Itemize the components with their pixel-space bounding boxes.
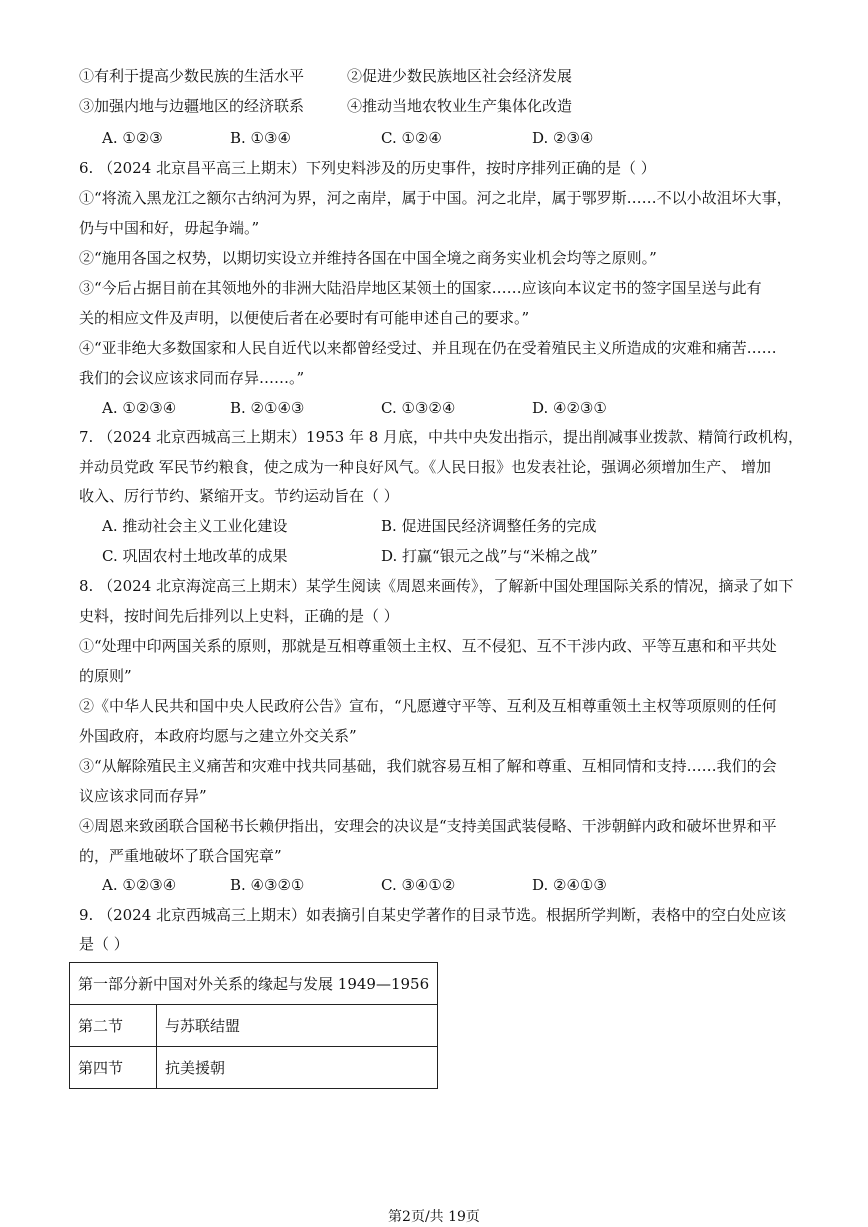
choice-a[interactable]: A. ①②③④: [102, 876, 177, 894]
choice-a[interactable]: A. ①②③④: [102, 399, 177, 417]
page-footer: 第2页/共 19页: [388, 1209, 480, 1225]
q8-material-2-line-2: 外国政府，本政府均愿与之建立外交关系”: [79, 727, 357, 745]
table-cell-section: 第四节: [70, 1047, 157, 1089]
choice-d[interactable]: D. ②③④: [532, 129, 594, 147]
choice-c[interactable]: C. ③④①②: [381, 876, 456, 894]
table-header-cell: 第一部分新中国对外关系的缘起与发展 1949—1956: [70, 963, 438, 1005]
q8-stem-line-2: 史料，按时间先后排列以上史料，正确的是（ ）: [79, 607, 399, 625]
q7-stem-line-3: 收入、厉行节约、紧缩开支。节约运动旨在（ ）: [79, 487, 399, 505]
choice-d[interactable]: D. 打赢“银元之战”与“米棉之战”: [381, 547, 598, 565]
q8-material-4-line-2: 的，严重地破坏了联合国宪章”: [79, 847, 282, 865]
q5-option-row-1: [79, 66, 573, 86]
choice-d[interactable]: D. ②④①③: [532, 876, 607, 894]
q6-material-3-line-1: ③“今后占据目前在其领地外的非洲大陆沿岸地区某领土的国家……应该向本议定书的签字国呈送与此有: [79, 279, 762, 297]
q6-material-4-line-2: 我们的会议应该求同而存异……。”: [79, 369, 305, 387]
table-cell-section: 第二节: [70, 1005, 157, 1047]
q8-material-1-line-1: ①“处理中印两国关系的原则，那就是互相尊重领土主权、互不侵犯、互不干涉内政、平等互惠和和平共处: [79, 637, 777, 655]
q6-material-1-line-2: 仍与中国和好，毋起争端。”: [79, 219, 260, 237]
choice-d[interactable]: D. ④②③①: [532, 399, 607, 417]
q8-material-2-line-1: ②《中华人民共和国中央人民政府公告》宣布，“凡愿遵守平等、互利及互相尊重领土主权等项原则的任何: [79, 697, 777, 715]
q5-option-row-2: [79, 96, 573, 116]
q8-material-3-line-1: ③“从解除殖民主义痛苦和灾难中找共同基础，我们就容易互相了解和尊重、互相同情和支持……我们的会: [79, 757, 777, 775]
choice-c[interactable]: C. ①③②④: [381, 399, 456, 417]
table-header-row: [70, 963, 438, 1005]
choice-a[interactable]: A. ①②③: [102, 129, 163, 147]
q6-stem: 6. （2024 北京昌平高三上期末）下列史料涉及的历史事件，按时序排列正确的是（ ）: [79, 159, 656, 177]
choice-c[interactable]: C. ①②④: [381, 129, 442, 147]
choice-b[interactable]: B. ①③④: [230, 129, 291, 147]
q5-item-3: ③加强内地与边疆地区的经济联系: [79, 97, 305, 115]
q8-material-3-line-2: 议应该求同而存异”: [79, 787, 207, 805]
table-row: [70, 1047, 438, 1089]
q5-item-1: ①有利于提高少数民族的生活水平: [79, 67, 305, 85]
q6-material-3-line-2: 关的相应文件及声明，以便使后者在必要时有可能申述自己的要求。”: [79, 309, 530, 327]
q6-material-4-line-1: ④“亚非绝大多数国家和人民自近代以来都曾经受过、并且现在仍在受着殖民主义所造成的灾难和痛苦……: [79, 339, 777, 357]
choice-c[interactable]: C. 巩固农村土地改革的成果: [102, 547, 288, 565]
q6-material-1-line-1: ①“将流入黑龙江之额尔古纳河为界，河之南岸，属于中国。河之北岸，属于鄂罗斯……不以小故沮坏大事，: [79, 189, 792, 207]
choice-a[interactable]: A. 推动社会主义工业化建设: [102, 517, 288, 535]
q7-stem-line-1: 7. （2024 北京西城高三上期末）1953 年 8 月底，中共中央发出指示，提出削减事业拨款、精简行政机构，: [79, 428, 804, 446]
q8-material-4-line-1: ④周恩来致函联合国秘书长赖伊指出，安理会的决议是“支持美国武装侵略、干涉朝鲜内政和破坏世界和平: [79, 817, 777, 835]
q5-item-4: ④推动当地农牧业生产集体化改造: [347, 97, 573, 115]
q8-stem-line-1: 8. （2024 北京海淀高三上期末）某学生阅读《周恩来画传》，了解新中国处理国际关系的情况，摘录了如下: [79, 577, 794, 595]
q7-stem-line-2: 并动员党政 军民节约粮食，使之成为一种良好风气。《人民日报》也发表社论，强调必须增加生产、 增加: [79, 458, 772, 476]
table-cell-title: 与苏联结盟: [157, 1005, 438, 1047]
table-cell-title: 抗美援朝: [157, 1047, 438, 1089]
q6-material-2: ②“施用各国之权势，以期切实设立并维持各国在中国全境之商务实业机会均等之原则。”: [79, 249, 657, 267]
table-row: [70, 1005, 438, 1047]
q8-material-1-line-2: 的原则”: [79, 667, 132, 685]
choice-b[interactable]: B. ②①④③: [230, 399, 305, 417]
q9-stem-line-2: 是（ ）: [79, 935, 129, 953]
choice-b[interactable]: B. ④③②①: [230, 876, 305, 894]
q9-table: [69, 962, 438, 1089]
q5-item-2: ②促进少数民族地区社会经济发展: [347, 67, 573, 85]
q9-stem-line-1: 9. （2024 北京西城高三上期末）如表摘引自某史学著作的目录节选。根据所学判断，表格中的空白处应该: [79, 906, 787, 924]
choice-b[interactable]: B. 促进国民经济调整任务的完成: [381, 517, 597, 535]
